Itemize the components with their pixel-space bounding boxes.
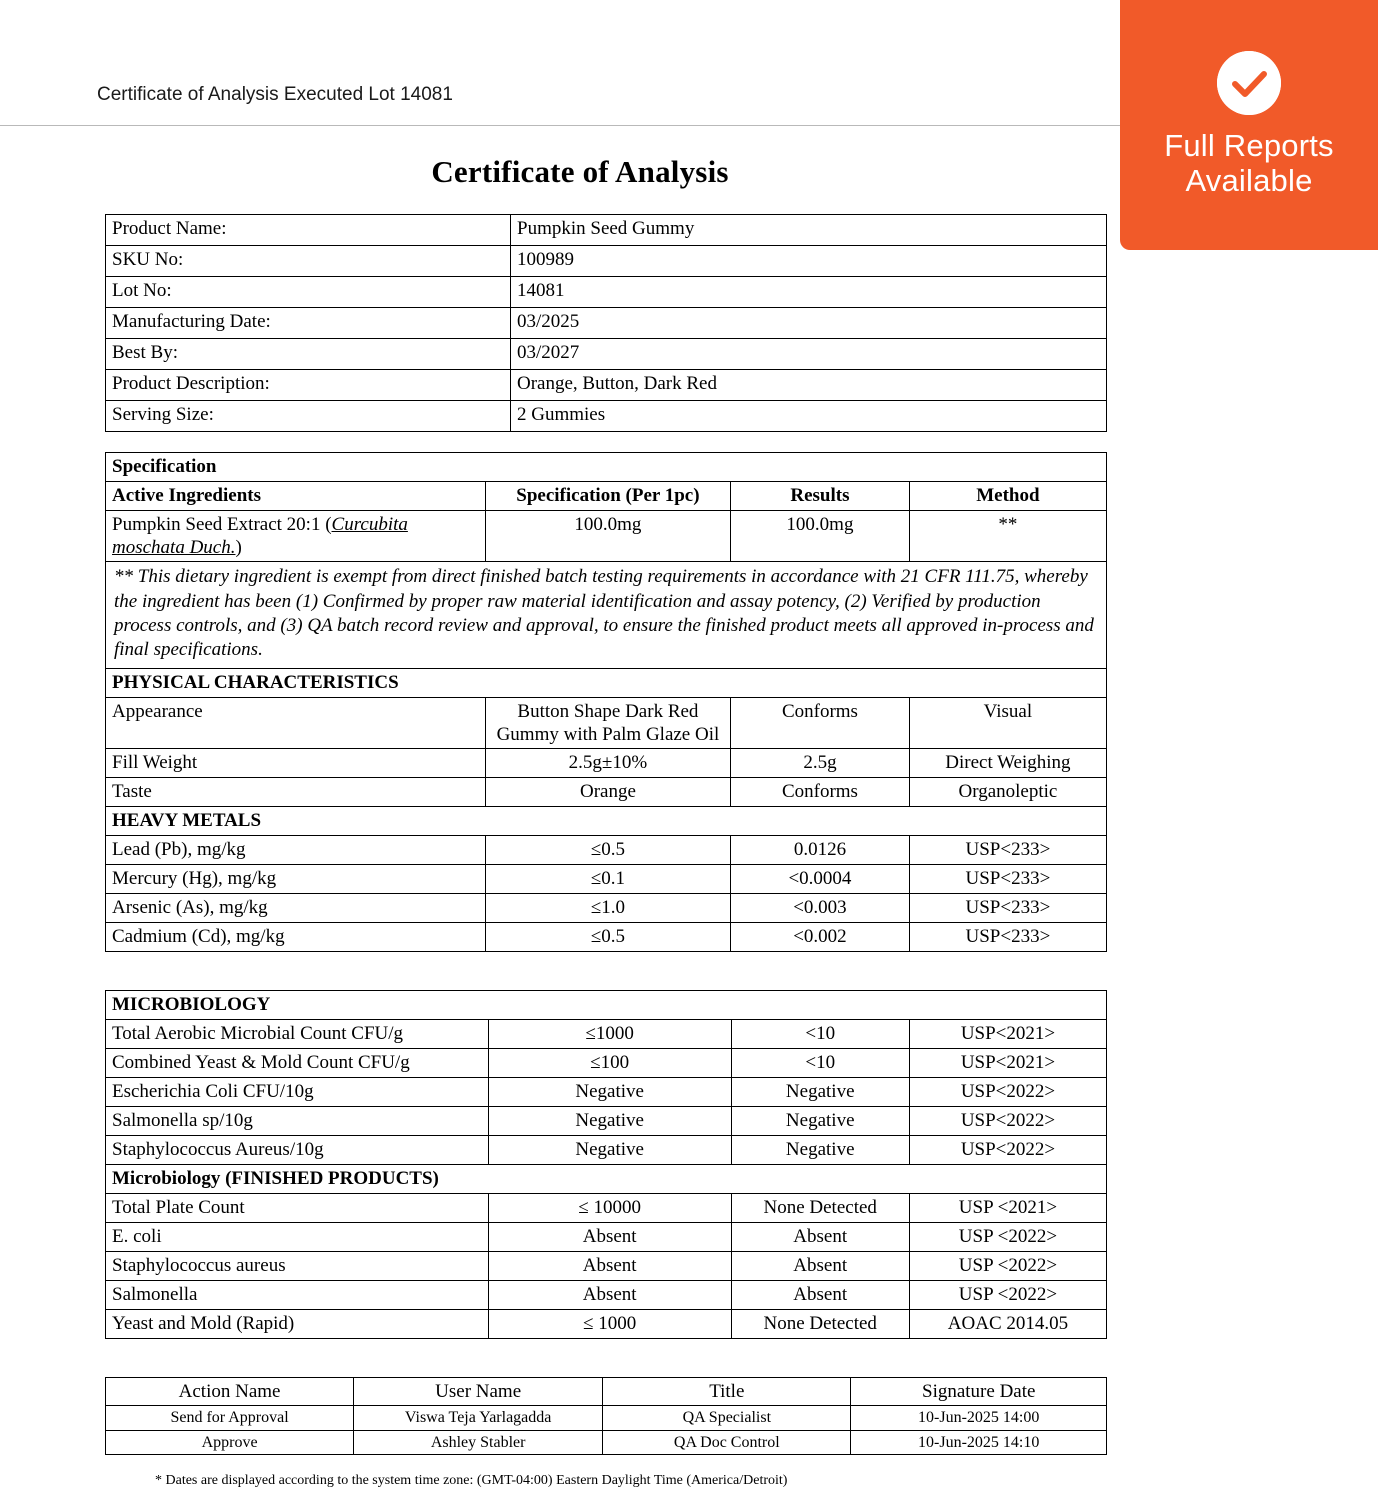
specification-table <box>105 452 1107 952</box>
table-row <box>106 1193 1107 1222</box>
physical-result: Conforms <box>731 697 910 748</box>
micro-result: Negative <box>731 1106 909 1135</box>
micro-finished-name: Total Plate Count <box>106 1193 489 1222</box>
ingredient-method: ** <box>909 511 1106 562</box>
table-row <box>106 370 1107 401</box>
column-header-title: Title <box>603 1377 851 1405</box>
micro-finished-name: Staphylococcus aureus <box>106 1251 489 1280</box>
certificate-page <box>0 126 1378 1489</box>
product-info-label: Lot No: <box>106 277 511 308</box>
specification-section-title: Specification <box>106 453 1107 482</box>
product-info-label: Manufacturing Date: <box>106 308 511 339</box>
micro-finished-spec: Absent <box>488 1280 731 1309</box>
table-row <box>106 1251 1107 1280</box>
microbiology-table <box>105 990 1107 1339</box>
section-header-row <box>106 806 1107 835</box>
micro-finished-spec: ≤ 1000 <box>488 1309 731 1338</box>
micro-name: Salmonella sp/10g <box>106 1106 489 1135</box>
micro-finished-spec: Absent <box>488 1251 731 1280</box>
micro-finished-method: USP <2022> <box>909 1251 1106 1280</box>
physical-spec: Orange <box>485 777 730 806</box>
table-row <box>106 1135 1107 1164</box>
micro-name: Combined Yeast & Mold Count CFU/g <box>106 1048 489 1077</box>
microbiology-finished-title: Microbiology (FINISHED PRODUCTS) <box>106 1164 1107 1193</box>
physical-result: Conforms <box>731 777 910 806</box>
ingredient-name-prefix: Pumpkin Seed Extract 20:1 ( <box>112 514 332 535</box>
check-circle-icon <box>1217 51 1281 115</box>
signature-date: 10-Jun-2025 14:10 <box>851 1430 1107 1455</box>
column-header-row <box>106 1377 1107 1405</box>
product-info-value: Orange, Button, Dark Red <box>511 370 1107 401</box>
physical-spec: 2.5g±10% <box>485 748 730 777</box>
column-header-specification: Specification (Per 1pc) <box>485 482 730 511</box>
micro-finished-spec: Absent <box>488 1222 731 1251</box>
product-info-value: 100989 <box>511 246 1107 277</box>
section-header-row <box>106 1164 1107 1193</box>
section-header-row <box>106 990 1107 1019</box>
micro-finished-result: None Detected <box>731 1193 909 1222</box>
physical-spec: Button Shape Dark Red Gummy with Palm Glaze Oil <box>485 697 730 748</box>
table-row <box>106 1019 1107 1048</box>
signature-title: QA Specialist <box>603 1406 851 1431</box>
micro-spec: Negative <box>488 1106 731 1135</box>
table-row <box>106 1222 1107 1251</box>
micro-finished-name: Yeast and Mold (Rapid) <box>106 1309 489 1338</box>
metal-name: Arsenic (As), mg/kg <box>106 893 486 922</box>
column-header-method: Method <box>909 482 1106 511</box>
micro-spec: Negative <box>488 1135 731 1164</box>
micro-method: USP<2022> <box>909 1135 1106 1164</box>
micro-finished-method: AOAC 2014.05 <box>909 1309 1106 1338</box>
metal-result: <0.003 <box>731 893 910 922</box>
section-header-row <box>106 453 1107 482</box>
metal-spec: ≤0.5 <box>485 835 730 864</box>
micro-result: Negative <box>731 1077 909 1106</box>
micro-name: Escherichia Coli CFU/10g <box>106 1077 489 1106</box>
product-info-label: SKU No: <box>106 246 511 277</box>
microbiology-title: MICROBIOLOGY <box>106 990 1107 1019</box>
product-info-label: Best By: <box>106 339 511 370</box>
column-header-user-name: User Name <box>354 1377 603 1405</box>
micro-spec: ≤100 <box>488 1048 731 1077</box>
column-header-results: Results <box>731 482 910 511</box>
section-header-row <box>106 668 1107 697</box>
badge-line-1: Full Reports <box>1164 128 1334 164</box>
physical-method: Direct Weighing <box>909 748 1106 777</box>
table-row <box>106 893 1107 922</box>
ingredient-latin-name: Curcubita moschata Duch. <box>112 514 408 559</box>
physical-method: Organoleptic <box>909 777 1106 806</box>
micro-name: Total Aerobic Microbial Count CFU/g <box>106 1019 489 1048</box>
physical-name: Taste <box>106 777 486 806</box>
micro-finished-result: Absent <box>731 1222 909 1251</box>
table-row <box>106 277 1107 308</box>
metal-spec: ≤1.0 <box>485 893 730 922</box>
metal-method: USP<233> <box>909 835 1106 864</box>
product-info-value: Pumpkin Seed Gummy <box>511 215 1107 246</box>
table-row <box>106 864 1107 893</box>
table-row <box>106 777 1107 806</box>
metal-method: USP<233> <box>909 864 1106 893</box>
physical-method: Visual <box>909 697 1106 748</box>
column-header-signature-date: Signature Date <box>851 1377 1107 1405</box>
table-row <box>106 511 1107 562</box>
document-header-title: Certificate of Analysis Executed Lot 14081 <box>97 84 453 105</box>
micro-name: Staphylococcus Aureus/10g <box>106 1135 489 1164</box>
signature-title: QA Doc Control <box>603 1430 851 1455</box>
table-row <box>106 748 1107 777</box>
metal-method: USP<233> <box>909 922 1106 951</box>
signature-date: 10-Jun-2025 14:00 <box>851 1406 1107 1431</box>
ingredient-name <box>106 511 486 562</box>
table-row <box>106 835 1107 864</box>
micro-method: USP<2021> <box>909 1048 1106 1077</box>
product-info-label: Product Description: <box>106 370 511 401</box>
metal-name: Lead (Pb), mg/kg <box>106 835 486 864</box>
table-row <box>106 1048 1107 1077</box>
product-info-value: 03/2025 <box>511 308 1107 339</box>
table-row <box>106 922 1107 951</box>
micro-finished-result: None Detected <box>731 1309 909 1338</box>
physical-result: 2.5g <box>731 748 910 777</box>
metal-spec: ≤0.1 <box>485 864 730 893</box>
metal-result: <0.0004 <box>731 864 910 893</box>
micro-method: USP<2022> <box>909 1077 1106 1106</box>
metal-name: Cadmium (Cd), mg/kg <box>106 922 486 951</box>
metal-result: 0.0126 <box>731 835 910 864</box>
signature-action: Send for Approval <box>106 1406 354 1431</box>
micro-finished-method: USP <2022> <box>909 1222 1106 1251</box>
metal-name: Mercury (Hg), mg/kg <box>106 864 486 893</box>
micro-finished-spec: ≤ 10000 <box>488 1193 731 1222</box>
micro-finished-name: Salmonella <box>106 1280 489 1309</box>
table-row <box>106 246 1107 277</box>
micro-result: <10 <box>731 1019 909 1048</box>
column-header-row <box>106 482 1107 511</box>
column-header-action-name: Action Name <box>106 1377 354 1405</box>
table-row <box>106 1077 1107 1106</box>
table-row <box>106 697 1107 748</box>
specification-footnote: ** This dietary ingredient is exempt from direct finished batch testing requirements in accordance with 21 CFR 111.75, whereby the ingredient has been (1) Confirmed by proper raw material identification and assay potency, (2) Verified by production process controls, and (3) QA batch record review and approval, to ensure the finished product meets all approved in-process and final specifications. <box>106 562 1107 668</box>
physical-characteristics-title: PHYSICAL CHARACTERISTICS <box>106 668 1107 697</box>
product-info-value: 2 Gummies <box>511 401 1107 432</box>
micro-result: Negative <box>731 1135 909 1164</box>
metal-result: <0.002 <box>731 922 910 951</box>
micro-finished-method: USP <2021> <box>909 1193 1106 1222</box>
table-row <box>106 339 1107 370</box>
table-row <box>106 1406 1107 1431</box>
signature-user: Viswa Teja Yarlagadda <box>354 1406 603 1431</box>
ingredient-spec: 100.0mg <box>485 511 730 562</box>
signature-table <box>105 1377 1107 1455</box>
signature-user: Ashley Stabler <box>354 1430 603 1455</box>
micro-method: USP<2021> <box>909 1019 1106 1048</box>
metal-method: USP<233> <box>909 893 1106 922</box>
product-info-value: 03/2027 <box>511 339 1107 370</box>
ingredient-result: 100.0mg <box>731 511 910 562</box>
table-row <box>106 215 1107 246</box>
document-header-bar <box>0 0 1120 126</box>
timezone-footnote: * Dates are displayed according to the system time zone: (GMT-04:00) Eastern Daylight Time (America/Detroit) <box>155 1473 788 1489</box>
product-info-value: 14081 <box>511 277 1107 308</box>
product-info-label: Product Name: <box>106 215 511 246</box>
badge-line-2: Available <box>1185 163 1313 198</box>
physical-name: Fill Weight <box>106 748 486 777</box>
table-row <box>106 1430 1107 1455</box>
page-title: Certificate of Analysis <box>431 154 729 189</box>
signature-action: Approve <box>106 1430 354 1455</box>
micro-result: <10 <box>731 1048 909 1077</box>
micro-spec: Negative <box>488 1077 731 1106</box>
table-row <box>106 401 1107 432</box>
table-row <box>106 1280 1107 1309</box>
table-row <box>106 308 1107 339</box>
product-info-label: Serving Size: <box>106 401 511 432</box>
table-row <box>106 562 1107 668</box>
micro-finished-method: USP <2022> <box>909 1280 1106 1309</box>
column-header-active-ingredients: Active Ingredients <box>106 482 486 511</box>
micro-method: USP<2022> <box>909 1106 1106 1135</box>
table-row <box>106 1309 1107 1338</box>
metal-spec: ≤0.5 <box>485 922 730 951</box>
micro-finished-result: Absent <box>731 1280 909 1309</box>
table-row <box>106 1106 1107 1135</box>
physical-name: Appearance <box>106 697 486 748</box>
heavy-metals-title: HEAVY METALS <box>106 806 1107 835</box>
micro-finished-name: E. coli <box>106 1222 489 1251</box>
ingredient-name-suffix: ) <box>235 537 242 559</box>
micro-finished-result: Absent <box>731 1251 909 1280</box>
product-info-table <box>105 214 1107 432</box>
micro-spec: ≤1000 <box>488 1019 731 1048</box>
